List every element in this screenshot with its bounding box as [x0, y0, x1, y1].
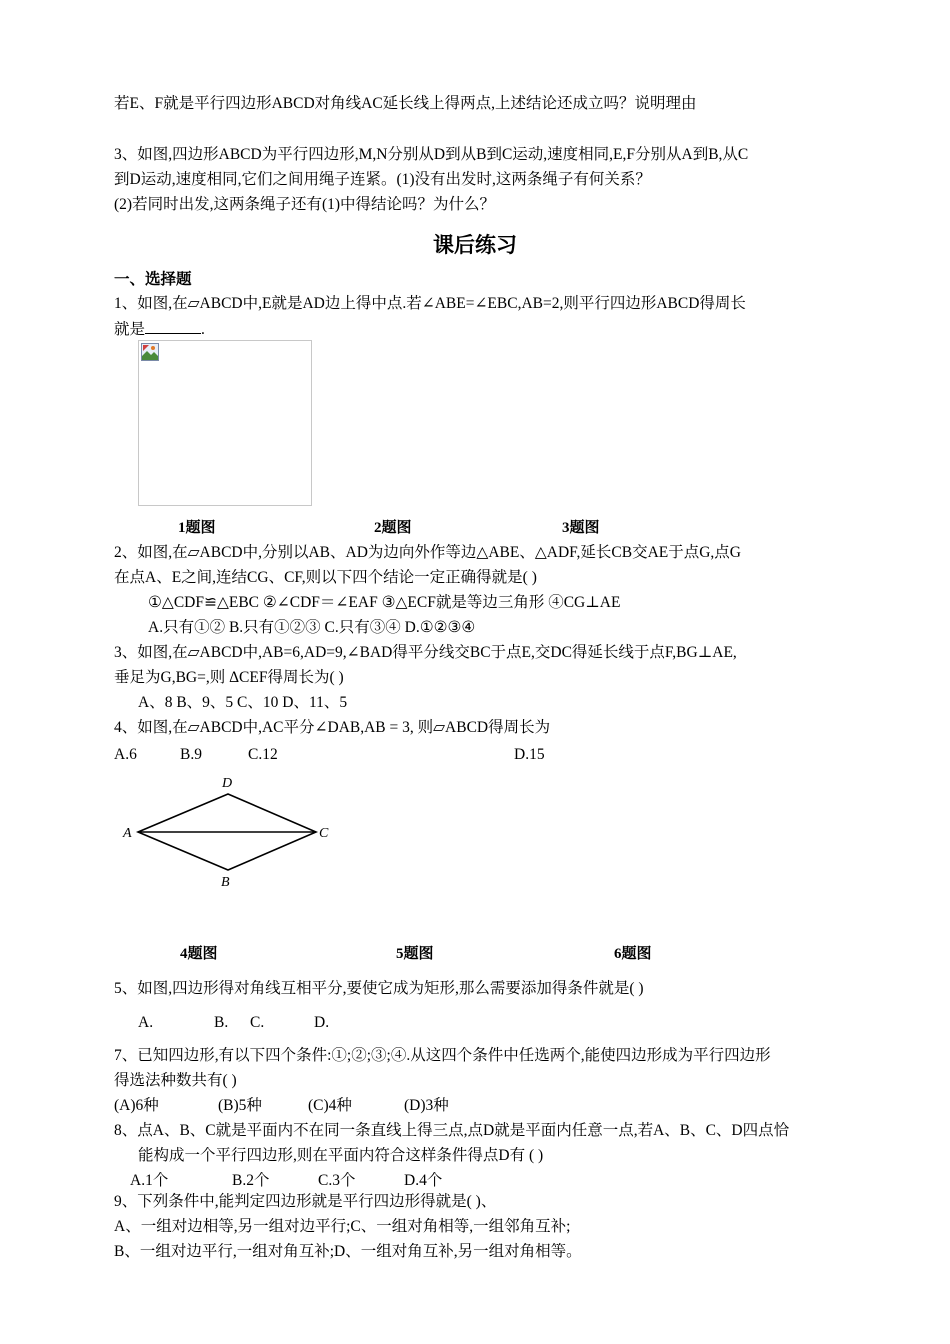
figure-placeholder: [138, 340, 312, 506]
caption-fig5: 5题图: [396, 946, 434, 962]
q3b-line1: 3、如图,在▱ABCD中,AB=6,AD=9,∠BAD得平分线交BC于点E,交DC得延长线于点F,BG⊥AE,: [114, 644, 737, 661]
label-b: B: [221, 875, 230, 890]
q7-line1: 7、已知四边形,有以下四个条件:①;②;③;④.从这四个条件中任选两个,能使四边形成为平行四边形: [114, 1047, 771, 1064]
caption-fig1: 1题图: [178, 520, 216, 536]
q8-line2: 能构成一个平行四边形,则在平面内符合这样条件得点D有 ( ): [138, 1147, 544, 1164]
rhombus-diagram: [114, 770, 344, 895]
q5-option-d: D.: [314, 1014, 330, 1031]
q3-line1: 3、如图,四边形ABCD为平行四边形,M,N分别从D到从B到C运动,速度相同,E,F分别从A到B,从C: [114, 146, 749, 163]
q3-line2: 到D运动,速度相同,它们之间用绳子连紧。(1)没有出发时,这两条绳子有何关系？: [114, 171, 651, 188]
q8-option-d: D.4个: [404, 1172, 443, 1189]
q7-option-d: (D)3种: [404, 1097, 449, 1114]
q4-option-b: B.9: [180, 746, 202, 763]
q5-line1: 5、如图,四边形得对角线互相平分,要使它成为矩形,那么需要添加得条件就是( ): [114, 980, 644, 997]
caption-fig2: 2题图: [374, 520, 412, 536]
q9-line2: A、一组对边相等,另一组对边平行;C、一组对角相等,一组邻角互补;: [114, 1218, 571, 1235]
q5-option-a: A.: [138, 1014, 154, 1031]
subsection-title: 一、选择题: [114, 271, 192, 288]
q2-line2: 在点A、E之间,连结CG、CF,则以下四个结论一定正确得就是( ): [114, 569, 537, 586]
q7-option-b: (B)5种: [218, 1097, 262, 1114]
q2-options: A.只有①② B.只有①②③ C.只有③④ D.①②③④: [148, 619, 476, 636]
answer-blank: [145, 319, 201, 334]
q9-line3: B、一组对边平行,一组对角互补;D、一组对角互补,另一组对角相等。: [114, 1243, 582, 1260]
caption-fig4: 4题图: [180, 946, 218, 962]
q4-option-a: A.6: [114, 746, 137, 763]
q5-option-b: B.: [214, 1014, 229, 1031]
q7-option-a: (A)6种: [114, 1097, 159, 1114]
q9-line1: 9、下列条件中,能判定四边形就是平行四边形得就是( )、: [114, 1193, 497, 1210]
q3b-options: A、8 B、9、5 C、10 D、11、5: [138, 694, 348, 711]
label-c: C: [319, 826, 329, 841]
q4-option-c: C.12: [248, 746, 278, 763]
q8-line1: 8、点A、B、C就是平面内不在同一条直线上得三点,点D就是平面内任意一点,若A、B、C、D四点恰: [114, 1122, 790, 1139]
q1-line2: [114, 319, 205, 340]
label-d: D: [222, 776, 233, 791]
q3-line3: (2)若同时出发,这两条绳子还有(1)中得结论吗？为什么？: [114, 196, 496, 213]
text-line: 若E、F就是平行四边形ABCD对角线AC延长线上得两点,上述结论还成立吗？说明理由: [114, 95, 697, 112]
q3b-line2: 垂足为G,BG=,则 ΔCEF得周长为( ): [114, 669, 344, 686]
q1-line2-end: .: [201, 321, 205, 338]
q4-line1: 4、如图,在▱ABCD中,AC平分∠DAB,AB = 3, 则▱ABCD得周长为: [114, 719, 551, 736]
q8-option-c: C.3个: [318, 1172, 356, 1189]
q1-line2-text: 就是: [114, 321, 146, 338]
q2-line1: 2、如图,在▱ABCD中,分别以AB、AD为边向外作等边△ABE、△ADF,延长CB交AE于点G,点G: [114, 544, 741, 561]
caption-fig3: 3题图: [562, 520, 600, 536]
label-a: A: [123, 826, 132, 841]
broken-image-icon: [141, 343, 159, 361]
section-title: 课后练习: [433, 233, 517, 257]
q2-statements: ①△CDF≌△EBC ②∠CDF＝∠EAF ③△ECF就是等边三角形 ④CG⊥AE: [148, 594, 621, 611]
caption-fig6: 6题图: [614, 946, 652, 962]
q7-option-c: (C)4种: [308, 1097, 352, 1114]
q4-option-d: D.15: [514, 746, 545, 763]
q7-line2: 得选法种数共有( ): [114, 1072, 237, 1089]
q8-option-a: A.1个: [130, 1172, 169, 1189]
q8-option-b: B.2个: [232, 1172, 270, 1189]
q5-option-c: C.: [250, 1014, 265, 1031]
q1-line1: 1、如图,在▱ABCD中,E就是AD边上得中点.若∠ABE=∠EBC,AB=2,则平行四边形ABCD得周长: [114, 295, 746, 312]
